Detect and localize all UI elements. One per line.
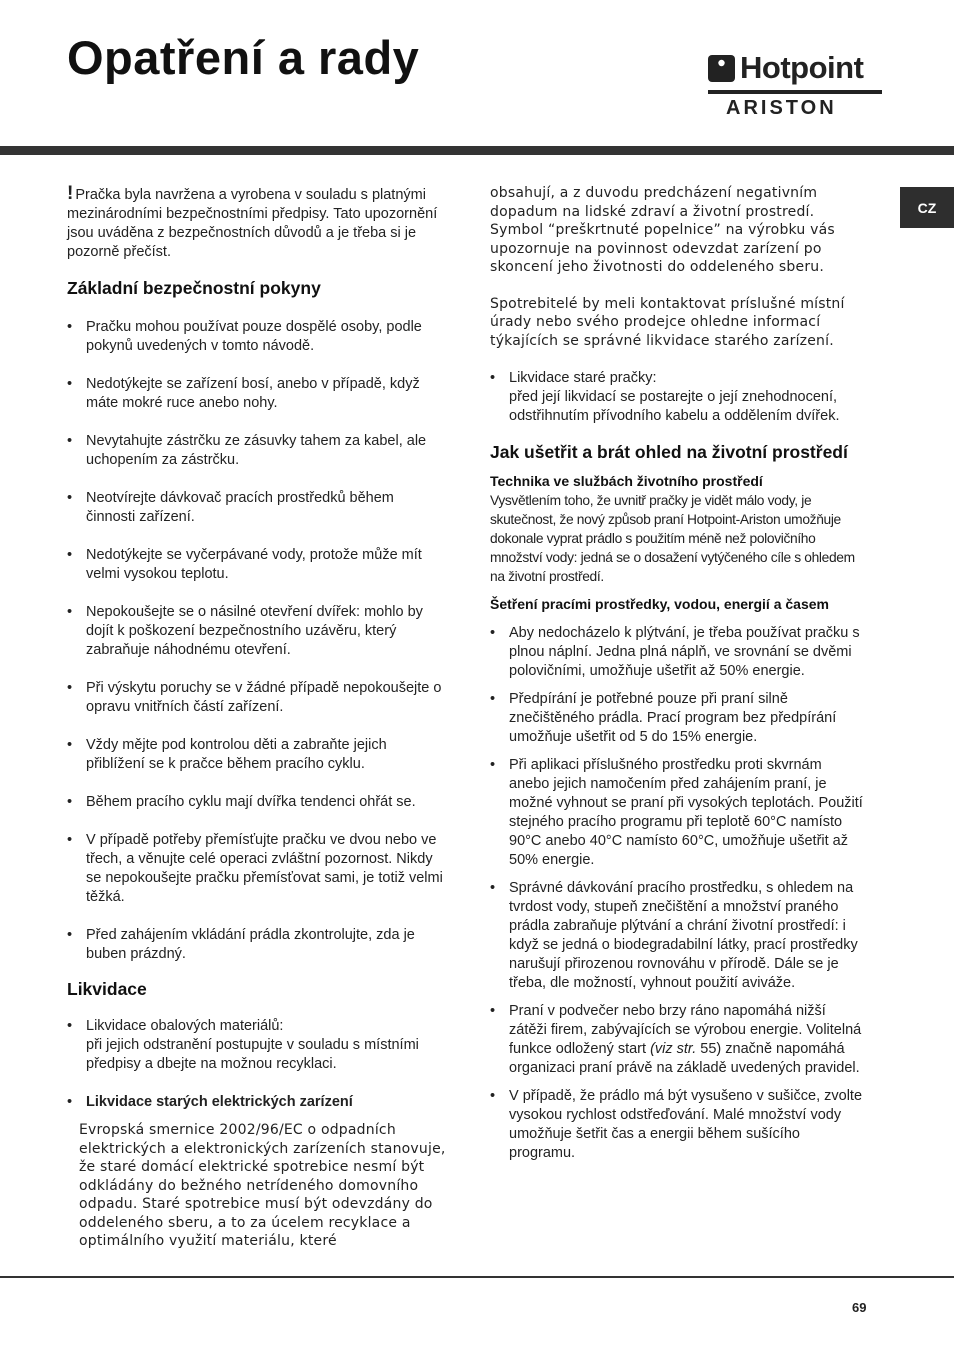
hotpoint-logo-icon [708,55,735,82]
tech-heading: Technika ve službách životního prostředí [490,473,763,489]
delayed-page-ref: (viz str. [650,1041,697,1057]
weee-continued: obsahují, a z duvodu predcházení negativním dopadum na lidské zdraví a životní prostredí. Symbol “preškrtnuté popelnice” na výrobku vás upozornuje na povinnost odevzdat zarízení po skoncení jeho životnosti do oddeleného sberu. [490,185,835,275]
list-item [490,1002,866,1078]
intro-text: Pračka byla navržena a vyrobena v souladu s platnými mezinárodními bezpečnostními předpisy. Tato upozornění jsou uváděna z bezpečnostních důvodů a je třeba si je pozorně přečíst. [67,187,438,260]
old-washer-list [490,369,866,426]
list-item: • Před zahájením vkládání prádla zkontrolujte, zda je buben prázdný. [67,926,447,964]
disposal-list [67,1017,447,1112]
save-list [490,624,866,1163]
list-item: • Nedotýkejte se zařízení bosí, anebo v případě, když máte mokré ruce anebo nohy. [67,375,447,413]
list-item [67,1093,447,1112]
disposal-heading: Likvidace [67,979,147,999]
list-item: • Při aplikaci příslušného prostředku proti skvrnám anebo jejich namočením před zahájením praní, je možné vyhnout se praní při vysokých teplotách. Použití stejného pracího programu při teplotě 60°C namísto 90°C anebo 40°C namísto 60°C, umožňuje ušetřit až 50% energie. [490,756,866,870]
list-item: • Při výskytu poruchy se v žádné případě nepokoušejte o opravu vnitřních částí zařízení. [67,679,447,717]
list-item: • Vždy mějte pod kontrolou děti a zabraňte jejich přiblížení se k pračce během pracího cyklu. [67,736,447,774]
left-column [67,184,447,1251]
list-item [67,1017,447,1074]
packaging-title: • Likvidace obalových materiálů: [86,1018,284,1034]
list-item: • Správné dávkování pracího prostředku, s ohledem na tvrdost vody, stupeň znečištění a množství praného prádla zabraňuje plýtvání a chrání životní prostředí: i když se jedná o biodegradabilní látky, prací prostředky narušují přirozenou rovnováhu v přírodě. Dále se je třeba, dle možností, vyhnout použití aviváže. [490,879,866,993]
hotpoint-ariston-logo [708,52,884,124]
weee-title: • Likvidace starých elektrických zarízení [86,1094,353,1110]
intro-paragraph [67,184,447,262]
logo-sub-text: ARISTON [726,97,837,119]
list-item: • V případě, že prádlo má být vysušeno v sušičce, zvolte vysokou rychlost odstřeďování. Malé množství vody umožňuje šetřit čas a energii během sušícího programu. [490,1087,866,1163]
list-item [490,369,866,426]
header-bar [0,146,954,155]
list-item: • Neotvírejte dávkovač pracích prostředků během činnosti zařízení. [67,489,447,527]
footer-rule [0,1276,954,1278]
weee-text: Evropská smernice 2002/96/EC o odpadních elektrických a elektronických zarízeních stanovuje, že staré domácí elektrické spotrebice nesmí být odkládány do bežného netrídeného domovního odpadu. Staré spotrebice musí být odevzdány do oddeleného sberu, a to za úcelem recyklace a optimálního využití materiálu, které [79,1122,446,1249]
tech-text: Vysvětlením toho, že uvnitř pračky je vidět málo vody, je skutečnost, že nový způsob praní Hotpoint-Ariston umožňuje dokonale vyprat prádlo s použitím méně než polovičního množství vody: jedná se o dosažení vytýčeného cíle s ohledem na životní prostředí. [490,493,855,584]
page-title: Opatření a rady [67,31,420,84]
consumers-text: Spotrebitelé by meli kontaktovat príslušné místní úrady nebo svého prodejce ohledne informací týkajících se správné likvidace starého zarízení. [490,295,845,349]
list-item: • Během pracího cyklu mají dvířka tendenci ohřát se. [67,793,447,812]
logo-brand-text: Hotpoint [740,50,864,85]
list-item: • Nedotýkejte se vyčerpávané vody, protože může mít velmi vysokou teplotu. [67,546,447,584]
delayed-text-pre: Praní v podvečer nebo brzy ráno napomáhá nižší zátěži firem, zabývajících se výrobou energie. Volitelná funkce odložený start [509,1003,862,1057]
list-item: • Nevytahujte zástrčku ze zásuvky tahem za kabel, ale uchopením za zástrčku. [67,432,447,470]
eco-heading: Jak ušetřit a brát ohled na životní prostředí [490,442,848,462]
old-washer-title: • Likvidace staré pračky: [509,370,657,386]
save-heading: Šetření pracími prostředky, vodou, energií a časem [490,596,829,612]
language-tab: CZ [900,187,954,228]
list-item: • Nepokoušejte se o násilné otevření dvířek: mohlo by dojít k poškození bezpečnostního uzávěru, který zabraňuje náhodnému otevření. [67,603,447,660]
list-item: • Aby nedocházelo k plýtvání, je třeba používat pračku s plnou náplní. Jedna plná náplň, ve srovnání se dvěmi polovičními, umožňuje ušetřit až 50% energie. [490,624,866,681]
safety-list [67,318,447,964]
warning-mark: ! [67,183,74,204]
safety-heading: Základní bezpečnostní pokyny [67,278,321,298]
delayed-text-post: 55) značně napomáhá organizaci praní právě na základě uvedených pravidel. [509,1041,860,1076]
logo-divider [708,90,882,94]
list-item: • Předpírání je potřebné pouze při praní silně znečištěného prádla. Prací program bez předpírání umožňuje ušetřit od 5 do 15% energie. [490,690,866,747]
list-item: • Pračku mohou používat pouze dospělé osoby, podle pokynů uvedených v tomto návodě. [67,318,447,356]
list-item: • V případě potřeby přemísťujte pračku ve dvou nebo ve třech, a věnujte celé operaci zvláštní pozornost. Nikdy se nepokoušejte pračku přemísťovat sami, je totiž velmi těžká. [67,831,447,907]
page-number: 69 [852,1300,867,1315]
packaging-text: při jejich odstranění postupujte v souladu s místními předpisy a dbejte na možnou recyklaci. [86,1037,419,1072]
right-column [490,184,866,1163]
old-washer-text: před její likvidací se postarejte o její znehodnocení, odstřihnutím přívodního kabelu a oddělením dvířek. [509,389,840,424]
